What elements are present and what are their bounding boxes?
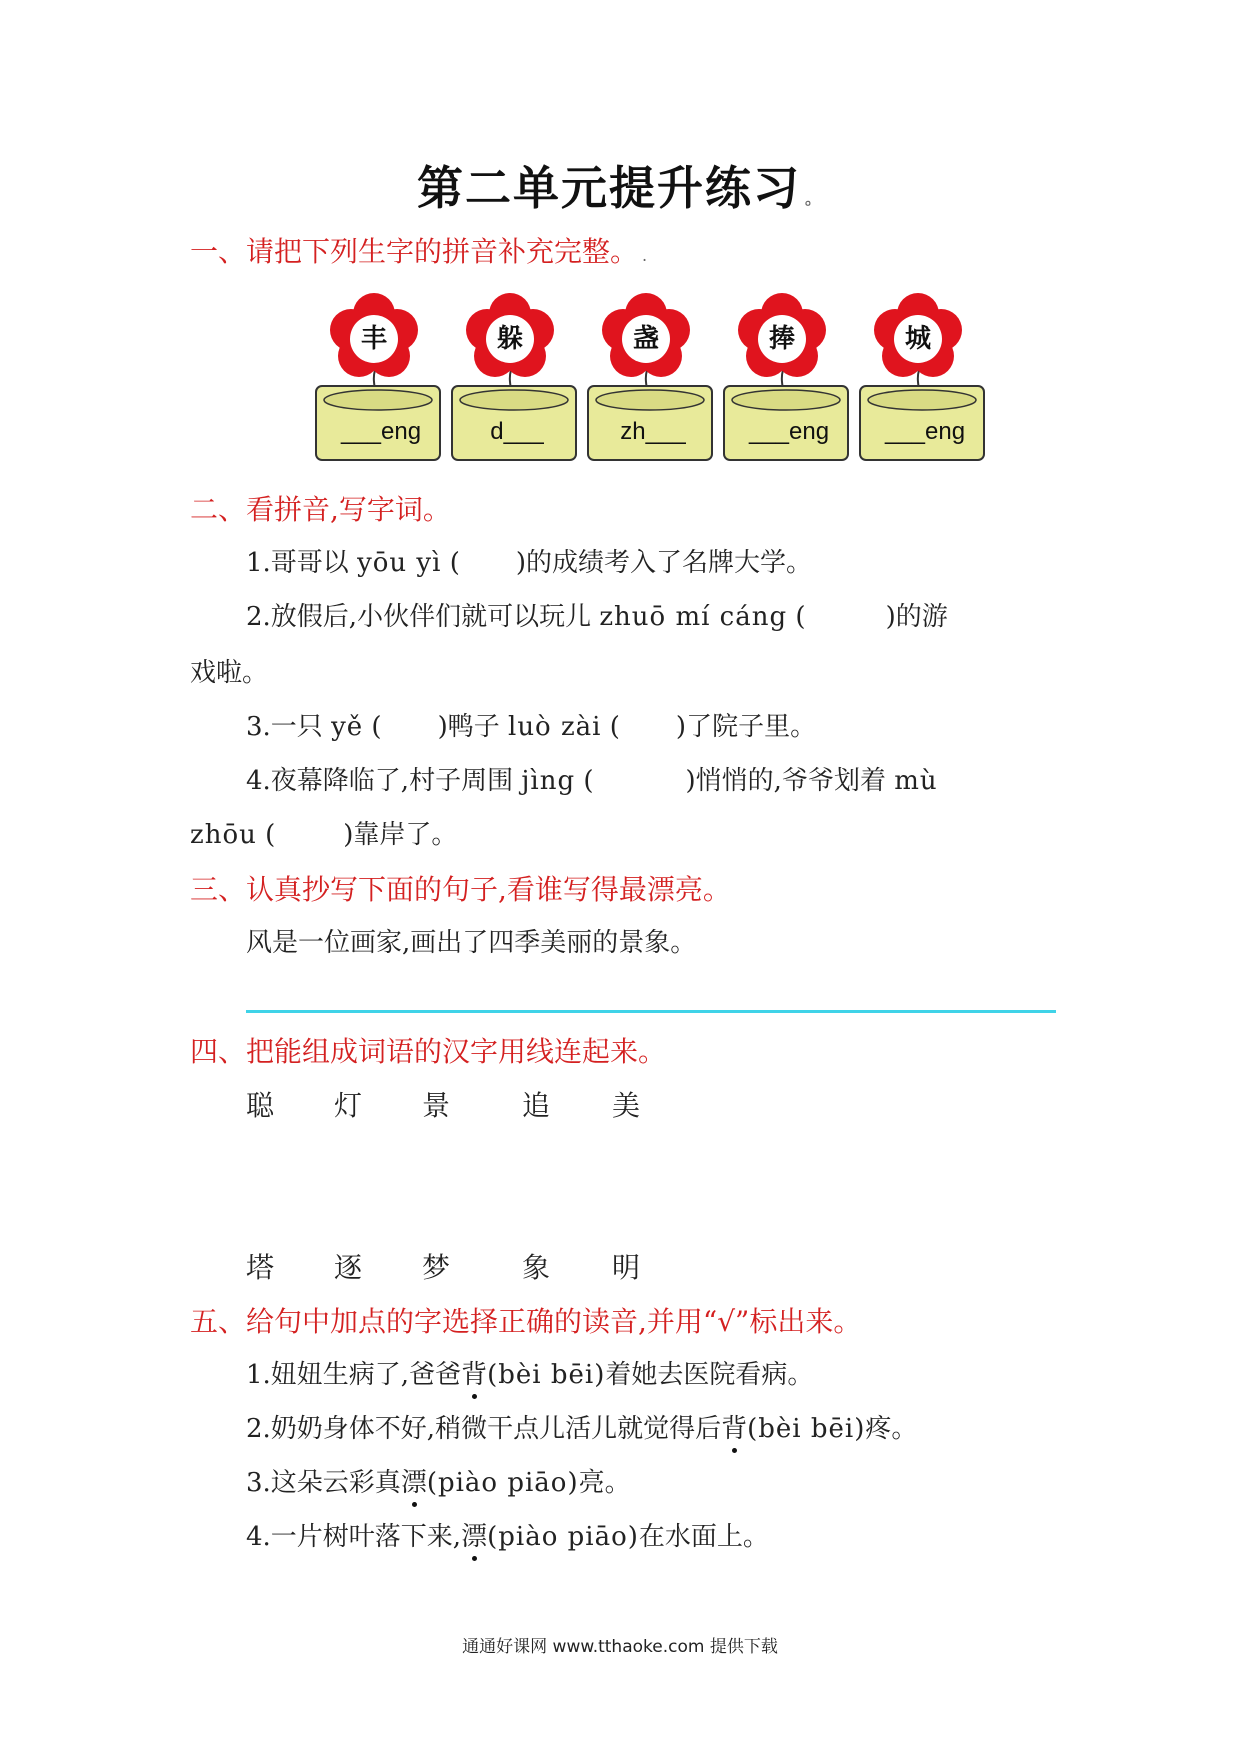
s2-question-2: 2.放假后,小伙伴们就可以玩儿 zhuō mí cáng ( )的游 (246, 602, 948, 632)
title-mark: 。 (804, 189, 823, 208)
pinyin: zhuō mí cáng (599, 602, 788, 632)
section-3-heading: 三、认真抄写下面的句子,看谁写得最漂亮。 (190, 873, 731, 906)
reading-options[interactable]: (piào piāo) (426, 1468, 579, 1498)
match-char[interactable]: 塔 (246, 1251, 275, 1284)
match-char[interactable]: 追 (522, 1089, 551, 1122)
s2-question-3: 3.一只 yě ( )鸭子 luò zài ( )了院子里。 (246, 712, 817, 742)
match-char[interactable]: 明 (612, 1251, 641, 1284)
s5-question-3: 3.这朵云彩真漂(piào piāo)亮。 (246, 1462, 631, 1499)
writing-line[interactable] (246, 1010, 1056, 1013)
match-bottom-row (0, 1246, 1240, 1286)
pinyin-blank[interactable]: d___ (490, 418, 544, 445)
s5-question-4: 4.一片树叶落下来,漂(piào piāo)在水面上。 (246, 1516, 769, 1553)
match-char[interactable]: 景 (422, 1089, 451, 1122)
match-char[interactable]: 逐 (334, 1251, 363, 1284)
pinyin: luò zài (508, 712, 602, 742)
match-char[interactable]: 象 (522, 1251, 551, 1284)
dotted-char: 背 (721, 1408, 747, 1445)
section-2-heading: 二、看拼音,写字词。 (190, 493, 451, 526)
pinyin-blank[interactable]: ___eng (340, 418, 422, 445)
section-1-heading: 一、请把下列生字的拼音补充完整。 . (190, 235, 648, 268)
dotted-char: 背 (461, 1354, 487, 1391)
flower-pot (585, 292, 715, 462)
pinyin: mù (894, 766, 938, 796)
flower-char: 盏 (632, 324, 659, 354)
s5-question-2: 2.奶奶身体不好,稍微干点儿活儿就觉得后背(bèi bēi)疼。 (246, 1408, 917, 1445)
match-top-row (0, 1084, 1240, 1124)
s2-question-1: 1.哥哥以 yōu yì ( )的成绩考入了名牌大学。 (246, 548, 813, 578)
section-1-mark: . (642, 246, 648, 265)
flower-char: 城 (904, 324, 931, 354)
pinyin: jìng (521, 766, 576, 796)
match-char[interactable]: 灯 (334, 1089, 363, 1122)
pinyin-blank[interactable]: ___eng (748, 418, 830, 445)
pinyin-blank[interactable]: ___eng (884, 418, 966, 445)
flower-char: 丰 (360, 324, 387, 354)
flower-char: 捧 (768, 324, 795, 354)
pinyin: zhōu (190, 820, 257, 850)
reading-options[interactable]: (piào piāo) (487, 1522, 639, 1552)
pinyin: yě (331, 712, 364, 742)
reading-options[interactable]: (bèi bēi) (487, 1360, 606, 1390)
page-title: 第二单元提升练习 。 (416, 161, 823, 215)
section-5-heading: 五、给句中加点的字选择正确的读音,并用“√”标出来。 (190, 1305, 862, 1338)
dotted-char: 漂 (401, 1462, 427, 1499)
match-char[interactable]: 聪 (246, 1089, 275, 1122)
footer-credit: 通通好课网 www.tthaoke.com 提供下载 (462, 1637, 778, 1657)
dotted-char: 漂 (461, 1516, 487, 1553)
pinyin-blank[interactable]: zh___ (620, 418, 686, 445)
flower-pot (721, 292, 851, 462)
pinyin: yōu yì (357, 548, 442, 578)
flower-pot (313, 292, 443, 462)
reading-options[interactable]: (bèi bēi) (747, 1414, 866, 1444)
flower-pot (857, 292, 987, 462)
section-4-heading: 四、把能组成词语的汉字用线连起来。 (190, 1035, 667, 1068)
match-char[interactable]: 梦 (422, 1251, 451, 1284)
flower-char: 躲 (496, 324, 523, 354)
s2-question-2-cont: 戏啦。 (190, 658, 269, 688)
s5-question-1: 1.妞妞生病了,爸爸背(bèi bēi)着她去医院看病。 (246, 1354, 813, 1391)
s2-question-4: 4.夜幕降临了,村子周围 jìng ( )悄悄的,爷爷划着 mù (246, 766, 938, 796)
s2-question-4-cont: zhōu ( )靠岸了。 (190, 820, 458, 850)
copy-sentence: 风是一位画家,画出了四季美丽的景象。 (246, 928, 697, 958)
match-char[interactable]: 美 (612, 1089, 641, 1122)
flower-pot (449, 292, 579, 462)
